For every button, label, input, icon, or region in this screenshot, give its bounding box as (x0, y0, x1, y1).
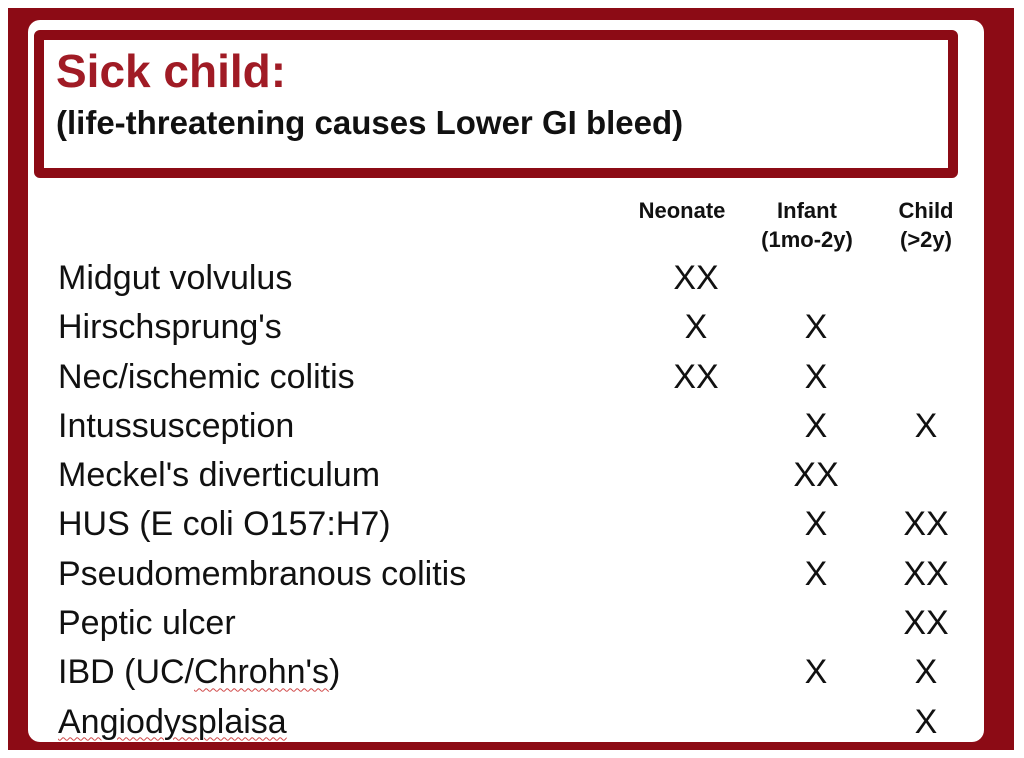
infant-mark: X (804, 308, 828, 347)
cause-label: Peptic ulcer (58, 604, 236, 643)
infant-mark: X (804, 554, 828, 593)
infant-mark: X (804, 357, 828, 396)
infant-mark: XX (793, 456, 839, 495)
table-row (28, 650, 984, 699)
child-mark: X (914, 406, 938, 445)
cause-label (58, 700, 287, 744)
table-row (28, 453, 984, 502)
table-row (28, 601, 984, 650)
child-mark: XX (903, 604, 949, 643)
table-row (28, 700, 984, 749)
child-mark: XX (903, 505, 949, 544)
column-header-neonate: Neonate (638, 198, 726, 223)
table-row (28, 256, 984, 305)
cause-label: Pseudomembranous colitis (58, 554, 467, 593)
neonate-mark: XX (673, 259, 719, 297)
slide-subtitle: (life-threatening causes Lower GI bleed) (56, 104, 684, 141)
slide-frame (8, 8, 1014, 750)
slide (28, 20, 984, 742)
cause-label: Intussusception (58, 406, 295, 445)
cause-label: HUS (E coli O157:H7) (58, 505, 391, 544)
infant-mark: X (804, 653, 828, 692)
neonate-mark: X (684, 308, 708, 347)
table-row (28, 355, 984, 404)
spellcheck-underline: Chrohn's (194, 653, 330, 692)
infant-mark: X (804, 406, 828, 445)
cause-label: Meckel's diverticulum (58, 456, 381, 495)
child-mark: X (914, 702, 938, 741)
table-row (28, 404, 984, 453)
causes-table (28, 256, 984, 749)
child-mark: XX (903, 554, 949, 593)
table-row (28, 552, 984, 601)
column-header-child: Child (>2y) (898, 198, 954, 252)
spellcheck-underline: Angiodysplaisa (58, 702, 287, 741)
neonate-mark: XX (673, 357, 719, 396)
cause-label: Nec/ischemic colitis (58, 357, 355, 396)
cause-label: Hirschsprung's (58, 308, 282, 347)
slide-title: Sick child: (56, 45, 287, 97)
cause-label: IBD (UC/Chrohn's) (58, 653, 341, 692)
infant-mark: X (804, 505, 828, 544)
title-box (34, 30, 958, 178)
table-row (28, 502, 984, 551)
table-row (28, 305, 984, 354)
column-header-infant: Infant (1mo-2y) (761, 198, 853, 252)
cause-label: Midgut volvulus (58, 259, 293, 297)
child-mark: X (914, 653, 938, 692)
